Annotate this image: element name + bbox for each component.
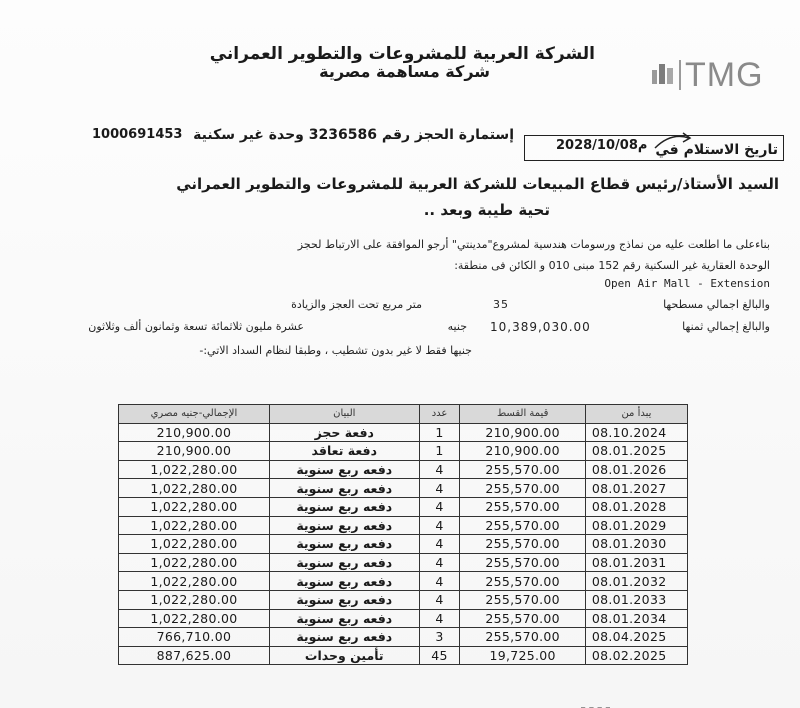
row-total: 1,022,280.00	[119, 572, 270, 591]
addressee: السيد الأستاذ/رئيس قطاع المبيعات للشركة العربية للمشروعات والتطوير العمراني	[176, 175, 779, 193]
row-count: 45	[419, 646, 460, 665]
row-total: 887,625.00	[119, 646, 270, 665]
payment-intro: جنيها فقط لا غير بدون تشطيب ، وطبقا لنظام السداد الاتي:-	[199, 344, 472, 357]
table-row	[119, 553, 688, 572]
row-installment: 255,570.00	[460, 479, 585, 498]
row-total: 1,022,280.00	[119, 479, 270, 498]
table-header-row	[119, 405, 688, 424]
row-installment: 255,570.00	[460, 590, 585, 609]
row-description: دفعه ربع سنوية	[269, 479, 419, 498]
row-installment: 19,725.00	[460, 646, 585, 665]
row-start-date: 08.01.2034	[585, 609, 687, 628]
greeting: تحية طيبة وبعد ..	[423, 201, 550, 219]
receipt-date: 2028/10/08م	[556, 138, 648, 153]
table-row	[119, 535, 688, 554]
row-total: 1,022,280.00	[119, 553, 270, 572]
row-installment: 255,570.00	[460, 460, 585, 479]
price-value: 10,389,030.00	[490, 320, 591, 334]
row-installment: 255,570.00	[460, 535, 585, 554]
row-description: دفعه ربع سنوية	[269, 460, 419, 479]
area-label: والبالغ اجمالي مسطحها	[663, 298, 770, 311]
payment-schedule-table	[118, 404, 688, 665]
row-description: دفعة حجز	[269, 423, 419, 442]
row-start-date: 08.01.2030	[585, 535, 687, 554]
row-count: 1	[419, 423, 460, 442]
booking-title: إستمارة الحجز رقم 3236586 وحدة غير سكنية	[193, 127, 514, 143]
table-row	[119, 442, 688, 461]
company-name: الشركة العربية للمشروعات والتطوير العمراني	[209, 44, 595, 64]
row-total: 1,022,280.00	[119, 497, 270, 516]
row-count: 4	[419, 479, 460, 498]
cut-off-footer-text: ـ ـ ـ ـ	[581, 698, 610, 708]
receipt-label: تاريخ الاستلام في	[655, 142, 778, 158]
row-description: دفعه ربع سنوية	[269, 553, 419, 572]
row-description: دفعه ربع سنوية	[269, 609, 419, 628]
row-total: 1,022,280.00	[119, 609, 270, 628]
row-installment: 210,900.00	[460, 423, 585, 442]
header-start-date: يبدأ من	[585, 405, 687, 424]
row-start-date: 08.01.2033	[585, 590, 687, 609]
header-count: عدد	[419, 405, 460, 424]
row-count: 4	[419, 572, 460, 591]
table-row	[119, 609, 688, 628]
row-installment: 255,570.00	[460, 609, 585, 628]
row-installment: 255,570.00	[460, 516, 585, 535]
row-total: 210,900.00	[119, 423, 270, 442]
logo-divider	[679, 60, 681, 90]
company-type: شركة مساهمة مصرية	[319, 62, 490, 81]
building-logo-icon	[650, 62, 676, 84]
price-in-words: عشرة مليون ثلاثمائة تسعة وثمانون ألف وثلاثون	[88, 320, 304, 333]
handwritten-arrow-icon	[653, 128, 693, 152]
row-description: دفعه ربع سنوية	[269, 628, 419, 647]
row-start-date: 08.01.2029	[585, 516, 687, 535]
row-installment: 255,570.00	[460, 628, 585, 647]
logo-text: TMG	[685, 56, 764, 94]
area-name: Open Air Mall - Extension	[604, 277, 770, 290]
table-row	[119, 590, 688, 609]
table-row	[119, 497, 688, 516]
row-count: 4	[419, 609, 460, 628]
area-value: 35	[493, 298, 509, 311]
row-total: 766,710.00	[119, 628, 270, 647]
price-label: والبالغ إجمالي ثمنها	[682, 320, 770, 333]
table-row	[119, 628, 688, 647]
row-description: دفعه ربع سنوية	[269, 590, 419, 609]
row-start-date: 08.01.2026	[585, 460, 687, 479]
row-description: دفعة تعاقد	[269, 442, 419, 461]
row-start-date: 08.04.2025	[585, 628, 687, 647]
row-start-date: 08.10.2024	[585, 423, 687, 442]
letter-line-1: بناءعلى ما اطلعت عليه من نماذج ورسومات هندسية لمشروع"مدينتي" أرجو الموافقة على الارتباط لحجز	[297, 238, 770, 251]
row-count: 4	[419, 535, 460, 554]
table-row	[119, 572, 688, 591]
row-count: 4	[419, 497, 460, 516]
row-start-date: 08.01.2028	[585, 497, 687, 516]
table-row	[119, 516, 688, 535]
row-installment: 255,570.00	[460, 572, 585, 591]
row-description: تأمين وحدات	[269, 646, 419, 665]
letter-line-2: الوحدة العقارية غير السكنية رقم 152 مبنى 010 و الكائن فى منطقة:	[454, 259, 770, 272]
row-total: 1,022,280.00	[119, 516, 270, 535]
row-description: دفعه ربع سنوية	[269, 535, 419, 554]
booking-ref-number: 1000691453	[92, 127, 183, 142]
row-installment: 210,900.00	[460, 442, 585, 461]
row-start-date: 08.01.2027	[585, 479, 687, 498]
row-installment: 255,570.00	[460, 497, 585, 516]
row-total: 1,022,280.00	[119, 460, 270, 479]
table-row	[119, 423, 688, 442]
row-count: 4	[419, 460, 460, 479]
row-total: 210,900.00	[119, 442, 270, 461]
row-total: 1,022,280.00	[119, 535, 270, 554]
row-description: دفعه ربع سنوية	[269, 572, 419, 591]
row-count: 4	[419, 553, 460, 572]
row-count: 4	[419, 516, 460, 535]
row-description: دفعه ربع سنوية	[269, 516, 419, 535]
row-count: 3	[419, 628, 460, 647]
area-unit: متر مربع تحت العجز والزيادة	[291, 298, 422, 311]
row-start-date: 08.01.2025	[585, 442, 687, 461]
table-row	[119, 479, 688, 498]
row-description: دفعه ربع سنوية	[269, 497, 419, 516]
row-start-date: 08.02.2025	[585, 646, 687, 665]
header-installment: قيمة القسط	[460, 405, 585, 424]
row-start-date: 08.01.2031	[585, 553, 687, 572]
row-start-date: 08.01.2032	[585, 572, 687, 591]
row-total: 1,022,280.00	[119, 590, 270, 609]
row-count: 1	[419, 442, 460, 461]
row-count: 4	[419, 590, 460, 609]
header-total: الإجمالي-جنيه مصري	[119, 405, 270, 424]
table-row	[119, 646, 688, 665]
header-description: البيان	[269, 405, 419, 424]
price-currency: جنيه	[447, 320, 467, 333]
table-row	[119, 460, 688, 479]
row-installment: 255,570.00	[460, 553, 585, 572]
